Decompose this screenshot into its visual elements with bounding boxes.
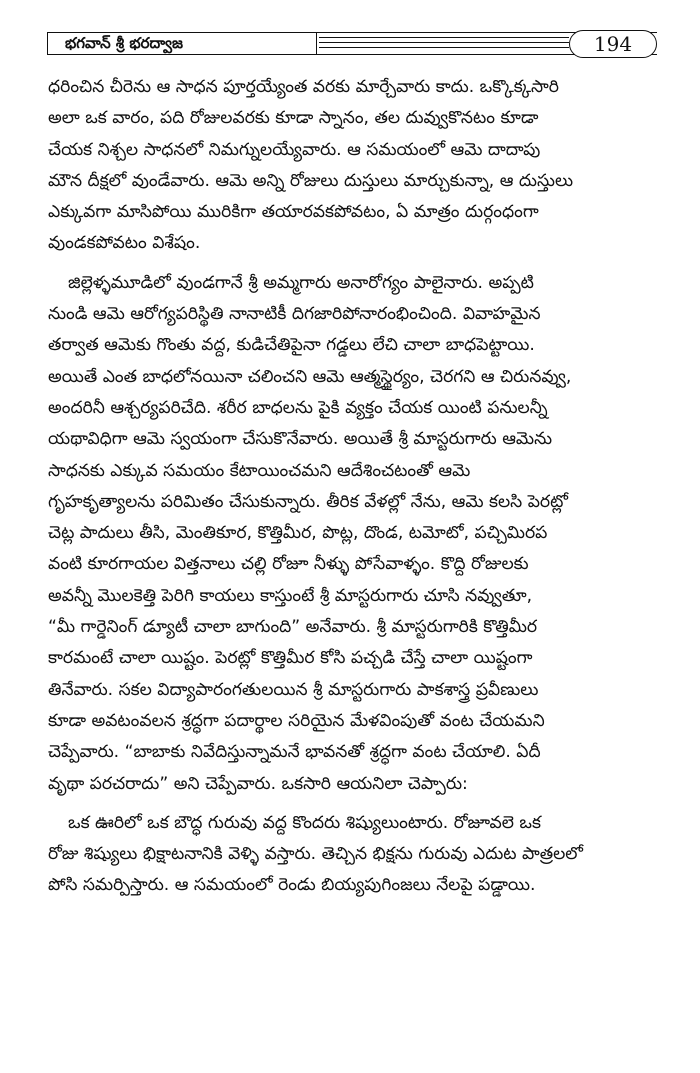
text-line: చెట్ల పాదులు తీసి, మెంతికూర, కొత్తిమీర, పొట్ల, దొండ, టమోటో, పచ్చిమిరప bbox=[48, 523, 548, 544]
text-line: జిల్లెళ్ళమూడిలో వుండగానే శ్రీ అమ్మగారు అనారోగ్యం పాలైనారు. అప్పటి bbox=[68, 272, 534, 293]
text-line: అలా ఒక వారం, పది రోజులవరకు కూడా స్నానం, తల దువ్వుకొనటం కూడా bbox=[48, 108, 539, 129]
text-line: కూడా అవటంవలన శ్రద్ధగా పదార్థాల సరియైన మేళవింపుతో వంట చేయమని bbox=[48, 710, 545, 731]
text-line: “మీ గార్డెనింగ్ డ్యూటీ చాలా బాగుంది” అనేవారు. శ్రీ మాస్టరుగారికి కొత్తిమీర bbox=[48, 617, 538, 638]
text-line: వృథా పరచరాదు” అని చెప్పేవారు. ఒకసారి ఆయనిలా చెప్పారు: bbox=[48, 773, 468, 794]
text-line: వంటి కూరగాయల విత్తనాలు చల్లి రోజూ నీళ్ళు పోసేవాళ్ళం. కొద్ది రోజులకు bbox=[48, 554, 529, 575]
text-line: వుండకపోవటం విశేషం. bbox=[48, 233, 201, 254]
text-line: గృహకృత్యాలను పరిమితం చేసుకున్నారు. తీరిక వేళల్లో నేను, ఆమె కలసి పెరట్లో bbox=[48, 491, 568, 512]
book-title: భగవాన్ శ్రీ భరద్వాజ bbox=[65, 34, 183, 52]
text-line: తర్వాత ఆమెకు గొంతు వద్ద, కుడిచేతిపైనా గడ్డలు లేచి చాలా బాధపెట్టాయి. bbox=[48, 335, 535, 356]
text-line: అవన్నీ మొలకెత్తి పెరిగి కాయలు కాస్తుంటే శ్రీ మాస్టరుగారు చూసి నవ్వుతూ, bbox=[48, 585, 533, 606]
header-decorative-lines bbox=[319, 37, 569, 52]
text-line: ఒక ఊరిలో ఒక బౌద్ధ గురువు వద్ద కొందరు శిష్యులుంటారు. రోజూవలె ఒక bbox=[68, 812, 541, 833]
text-line: యథావిధిగా ఆమె స్వయంగా చేసుకొనేవారు. అయితే శ్రీ మాస్టరుగారు ఆమెను bbox=[48, 429, 553, 450]
text-line: కారమంటే చాలా యిష్టం. పెరట్లో కొత్తిమీర కోసి పచ్చడి చేస్తే చాలా యిష్టంగా bbox=[48, 648, 533, 669]
text-line: పోసి సమర్పిస్తారు. ఆ సమయంలో రెండు బియ్యపుగింజలు నేలపై పడ్డాయి. bbox=[48, 875, 536, 896]
text-line: ధరించిన చీరెను ఆ సాధన పూర్తయ్యేంత వరకు మార్చేవారు కాదు. ఒక్కొక్కసారి bbox=[48, 77, 559, 97]
text-line: చేయక నిశ్చల సాధనలో నిమగ్నులయ్యేవారు. ఆ సమయంలో ఆమె దాదాపు bbox=[48, 139, 541, 160]
text-line: అయితే ఎంత బాధలోనయినా చలించని ఆమె ఆత్మస్థైర్యం, చెరగని ఆ చిరునవ్వు, bbox=[48, 366, 572, 387]
running-header bbox=[47, 30, 657, 58]
body-text bbox=[48, 72, 656, 902]
paragraph-1 bbox=[48, 72, 656, 260]
text-line: చెప్పేవారు. “బాబాకు నివేదిస్తున్నామనే భావనతో శ్రద్ధగా వంట చేయాలి. ఏదీ bbox=[48, 742, 541, 763]
text-line: మౌన దీక్షలో వుండేవారు. ఆమె అన్ని రోజులు దుస్తులు మార్చుకున్నా, ఆ దుస్తులు bbox=[48, 170, 574, 191]
paragraph-3 bbox=[48, 808, 656, 902]
text-line: ఎక్కువగా మాసిపోయి మురికిగా తయారవకపోవటం, ఏ మాత్రం దుర్గంధంగా bbox=[48, 202, 539, 223]
text-line: అందరినీ ఆశ్చర్యపరిచేది. శరీర బాధలను పైకి వ్యక్తం చేయక యింటి పనులన్నీ bbox=[48, 397, 548, 418]
text-line: తినేవారు. సకల విద్యాపారంగతులయిన శ్రీ మాస్టరుగారు పాకశాస్త్ర ప్రవీణులు bbox=[48, 679, 539, 700]
text-line: రోజు శిష్యులు భిక్షాటనానికి వెళ్ళి వస్తారు. తెచ్చిన భిక్షను గురువు ఎదుట పాత్రలలో bbox=[48, 844, 583, 865]
text-line: సాధనకు ఎక్కువ సమయం కేటాయించమని ఆదేశించటంతో ఆమె bbox=[48, 460, 471, 481]
paragraph-2 bbox=[48, 268, 656, 800]
page-number: 194 bbox=[569, 30, 657, 58]
text-line: నుండి ఆమె ఆరోగ్యపరిస్థితి నానాటికీ దిగజారిపోనారంభించింది. వివాహమైన bbox=[48, 304, 541, 325]
